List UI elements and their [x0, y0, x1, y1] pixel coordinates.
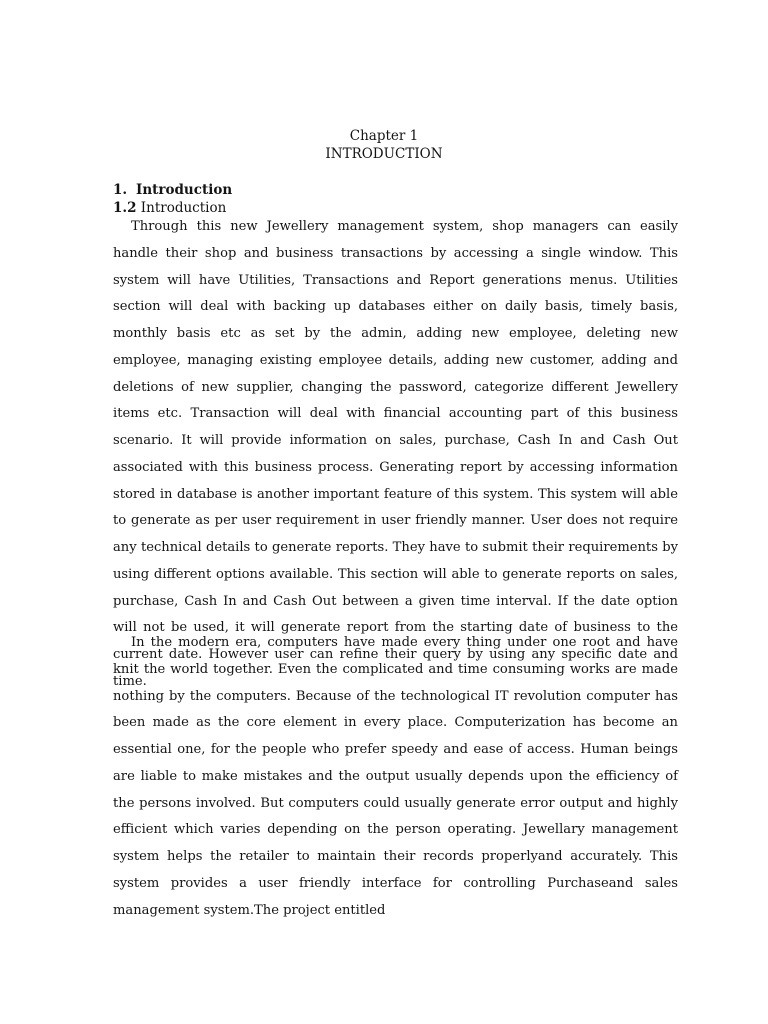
section-heading [113, 181, 232, 199]
chapter-label: Chapter 1 [349, 128, 419, 144]
section-heading-text: Introduction [136, 182, 233, 198]
section-number: 1. [113, 182, 128, 198]
chapter-title: INTRODUCTION [325, 146, 443, 162]
body-paragraph-1: Through this new Jewellery management system, shop managers can easily handle their shop and business transactions by accessing a single window. This system will have Utilities, Transactions and Report generations menus. Utilities section will deal with backing up databases either on daily basis, timely basis, monthly basis etc as set by the admin, adding new employee, deleting new employee, managing existing employee details, adding new customer, adding and deletions of new supplier, changing the password, categorize different Jewellery items etc. Transaction will deal with financial accounting part of this business scenario. It will provide information on sales, purchase, Cash In and Cash Out associated with this business process. Generating report by accessing information stored in database is another important feature of this system. This system will able to generate as per user requirement in user friendly manner. User does not require any technical details to generate reports. They have to submit their requirements by using different options available. This section will able to generate reports on sales, purchase, Cash In and Cash Out between a given time interval. If the date option will not be used, it will generate report from the starting date of business to the current date. However user can refine their query by using any specific date and time. [113, 219, 678, 689]
body-paragraph-2: In the modern era, computers have made every thing under one root and have knit the world together. Even the complicated and time consuming works are made nothing by the computers. Because of the technological IT revolution computer has been made as the core element in every place. Computerization has become an essential one, for the people who prefer speedy and ease of access. Human beings are liable to make mistakes and the output usually depends upon the efficiency of the persons involved. But computers could usually generate error output and highly efficient which varies depending on the person operating. Jewellary management system helps the retailer to maintain their records properlyand accurately. This system provides a user friendly interface for controlling Purchaseand sales management system.The project entitled [113, 635, 678, 918]
subsection-number: 1.2 [113, 200, 137, 216]
subsection-heading-text: Introduction [140, 200, 227, 216]
